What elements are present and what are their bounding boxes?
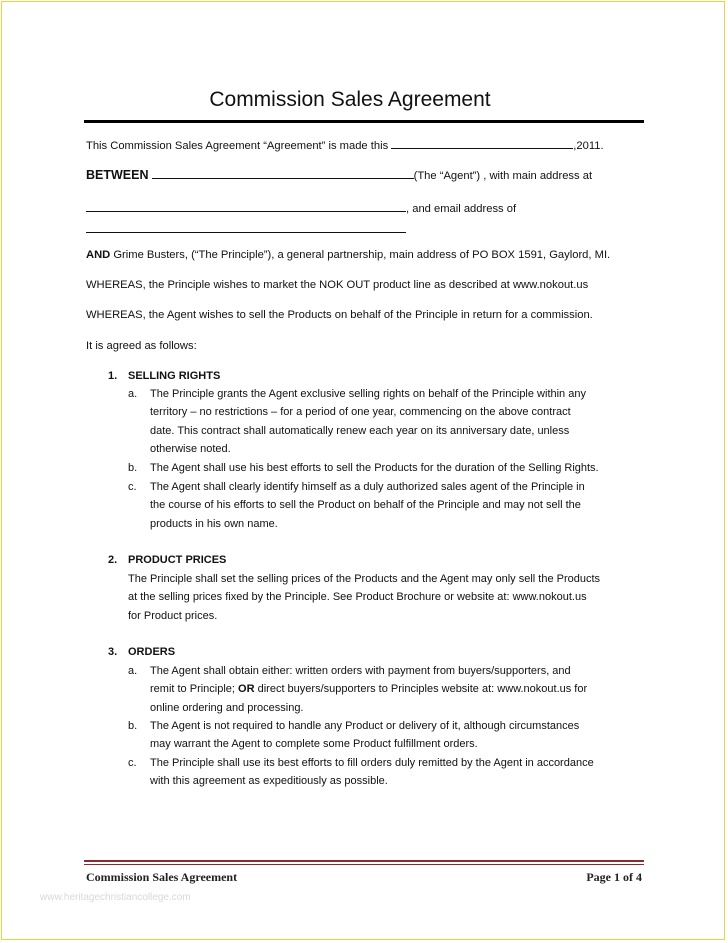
text-line: The Principle shall set the selling prices of the Products and the Agent may only sell the Products [128,573,601,585]
between-line [86,168,592,182]
text-line: at the selling prices fixed by the Principle. See Product Brochure or website at: www.nokout.us [128,591,587,604]
intro-year: ,2011. [573,140,604,152]
text-line: products in his own name. [150,517,278,530]
section-2-number: 2. [108,554,118,566]
s1-a-letter: a. [128,388,138,400]
agreed-line: It is agreed as follows: [86,340,197,352]
between-label: BETWEEN [86,168,149,182]
text-line: online ordering and processing. [150,701,304,714]
email-line [86,222,406,236]
agent-address-label: (The “Agent”) , with main address at [413,170,593,182]
s1-b-text [150,459,630,477]
section-2-heading: PRODUCT PRICES [128,554,227,566]
section-3-number: 3. [108,646,118,658]
text-line: The Agent shall obtain either: written orders with payment from buyers/supporters, and [150,665,571,677]
agent-name-blank[interactable] [152,168,414,179]
s3-a-text [150,662,630,717]
text-line [150,680,630,698]
date-blank[interactable] [391,138,573,149]
s2-text [128,570,638,625]
footer-rule [84,860,644,862]
text-line: otherwise noted. [150,443,231,456]
s3-b-text [150,717,630,754]
s1-b-letter: b. [128,462,138,474]
text-line: may warrant the Agent to complete some Product fulfillment orders. [150,738,478,751]
footer-page-number: Page 1 of 4 [586,870,642,884]
or-emphasis: OR [234,683,255,696]
section-1-heading: SELLING RIGHTS [128,370,221,382]
whereas-2: WHEREAS, the Agent wishes to sell the Products on behalf of the Principle in return for a commission. [86,309,593,321]
s3-c-letter: c. [128,757,137,769]
s3-b-letter: b. [128,720,138,732]
s3-c-text [150,754,630,791]
text-line: The Principle grants the Agent exclusive selling rights on behalf of the Principle within any [150,388,586,400]
address-line [86,201,516,215]
section-3-heading: ORDERS [128,646,176,658]
address-blank[interactable] [86,201,406,212]
text-line: the course of his efforts to sell the Product on behalf of the Principle and may not sell the [150,499,581,512]
s1-a-text [150,385,630,459]
text-line: with this agreement as expeditiously as possible. [150,775,388,788]
text-segment: remit to Principle; [150,683,235,696]
document-title: Commission Sales Agreement [209,88,491,111]
text-line: for Product prices. [128,609,218,622]
title-underline [84,120,644,123]
s1-c-letter: c. [128,481,137,493]
email-blank[interactable] [86,222,406,233]
intro-text: This Commission Sales Agreement “Agreement” is made this [86,140,389,152]
whereas-1: WHEREAS, the Principle wishes to market the NOK OUT product line as described at www.nokout.us [86,279,589,291]
text-line: The Agent is not required to handle any Product or delivery of it, although circumstances [150,720,580,732]
email-label: , and email address of [406,203,517,215]
and-line [86,249,610,261]
section-1-number: 1. [108,370,118,382]
and-label: AND [86,249,111,261]
intro-line [86,138,604,152]
footer-rule-thin [84,864,644,865]
text-line: date. This contract shall automatically renew each year on its anniversary date, unless [150,424,570,437]
watermark-text: www.heritagechristiancollege.com [40,892,191,903]
s1-c-text [150,478,630,533]
s3-a-letter: a. [128,665,138,677]
text-segment: direct buyers/supporters to Principles website at: www.nokout.us for [254,683,588,696]
text-line: The Principle shall use its best efforts to fill orders duly remitted by the Agent in accordance [150,757,594,769]
and-text: Grime Busters, (“The Principle”), a general partnership, main address of PO BOX 1591, Gaylord, MI. [110,249,611,261]
text-line: territory – no restrictions – for a period of one year, commencing on the above contract [150,406,571,419]
text-line: The Agent shall use his best efforts to sell the Products for the duration of the Selling Rights. [150,462,599,474]
text-line: The Agent shall clearly identify himself as a duly authorized sales agent of the Principle in [150,481,585,493]
footer-title: Commission Sales Agreement [86,870,238,884]
